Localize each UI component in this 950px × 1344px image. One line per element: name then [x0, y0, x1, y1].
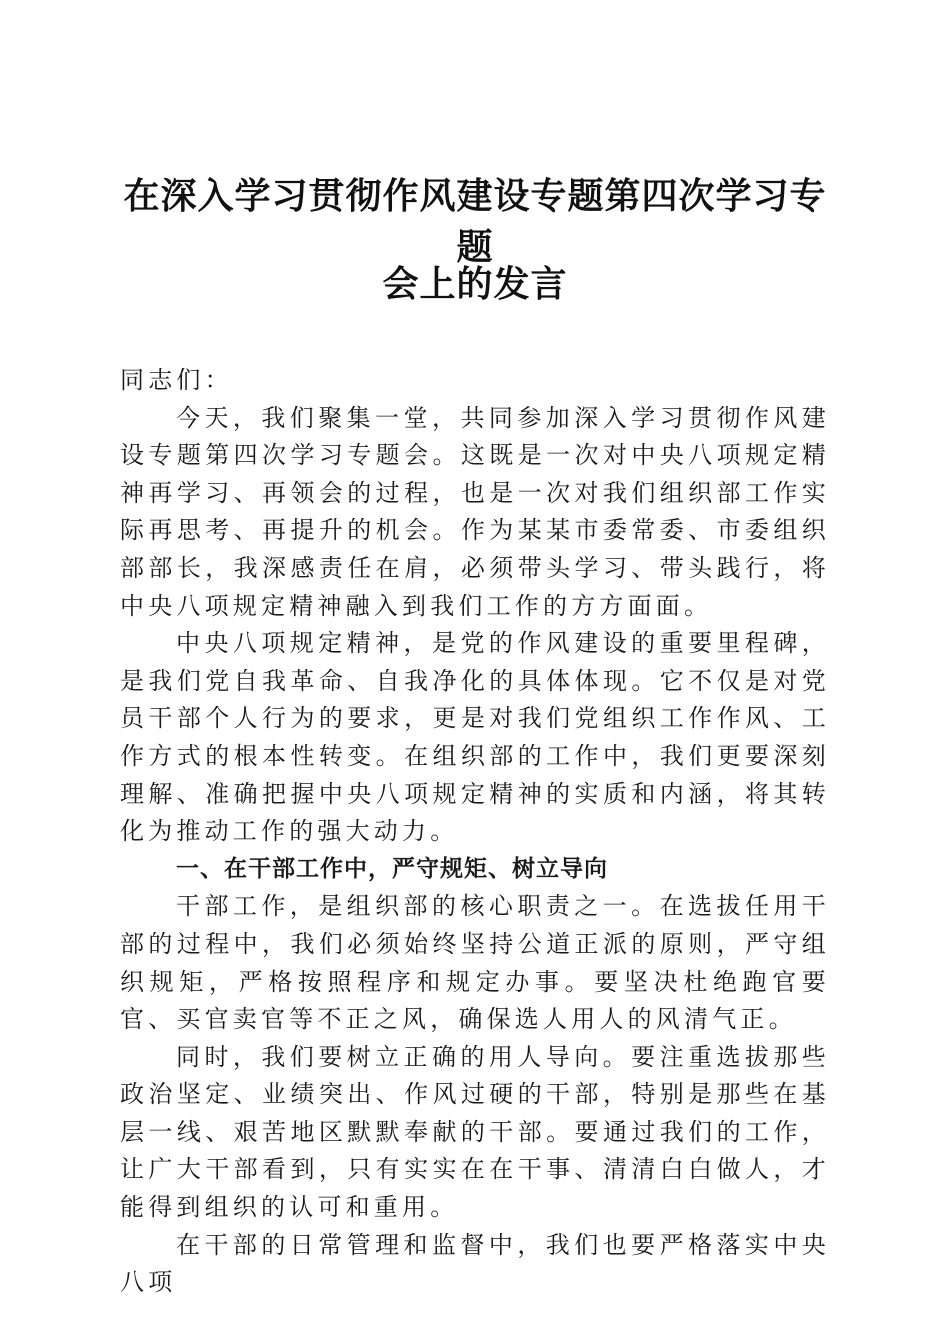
document-title-line-1: 在深入学习贯彻作风建设专题第四次学习专题 — [123, 175, 827, 268]
paragraph-employment-guidance: 同时，我们要树立正确的用人导向。要注重选拔那些政治坚定、业绩突出、作风过硬的干部，特别是那些在基层一线、艰苦地区默默奉献的干部。要通过我们的工作，让广大干部看到，只有实实在在干事、清清白白做人，才能得到组织的认可和重用。 — [120, 1042, 830, 1222]
paragraph-intro: 今天，我们聚集一堂，共同参加深入学习贯彻作风建设专题第四次学习专题会。这既是一次对中央八项规定精神再学习、再领会的过程，也是一次对我们组织部工作实际再思考、再提升的机会。作为某某市委常委、市委组织部部长，我深感责任在肩，必须带头学习、带头践行，将中央八项规定精神融入到我们工作的方方面面。 — [120, 403, 830, 620]
paragraph-cadre-supervision: 在干部的日常管理和监督中，我们也要严格落实中央八项 — [120, 1230, 830, 1297]
document-body — [120, 362, 830, 1302]
document-title-line-2: 会上的发言 — [382, 263, 568, 305]
paragraph-cadre-work: 干部工作，是组织部的核心职责之一。在选拔任用干部的过程中，我们必须始终坚持公道正派的原则，严守组织规矩，严格按照程序和规定办事。要坚决杜绝跑官要官、买官卖官等不正之风，确保选人用人的风清气正。 — [120, 892, 830, 1034]
paragraph-eight-rules: 中央八项规定精神，是党的作风建设的重要里程碑，是我们党自我革命、自我净化的具体体现。它不仅是对党员干部个人行为的要求，更是对我们党组织工作作风、工作方式的根本性转变。在组织部的工作中，我们更要深刻理解、准确把握中央八项规定精神的实质和内涵，将其转化为推动工作的强大动力。 — [120, 629, 830, 846]
section-heading-1: 一、在干部工作中，严守规矩、树立导向 — [176, 855, 608, 882]
salutation: 同志们： — [120, 366, 233, 394]
